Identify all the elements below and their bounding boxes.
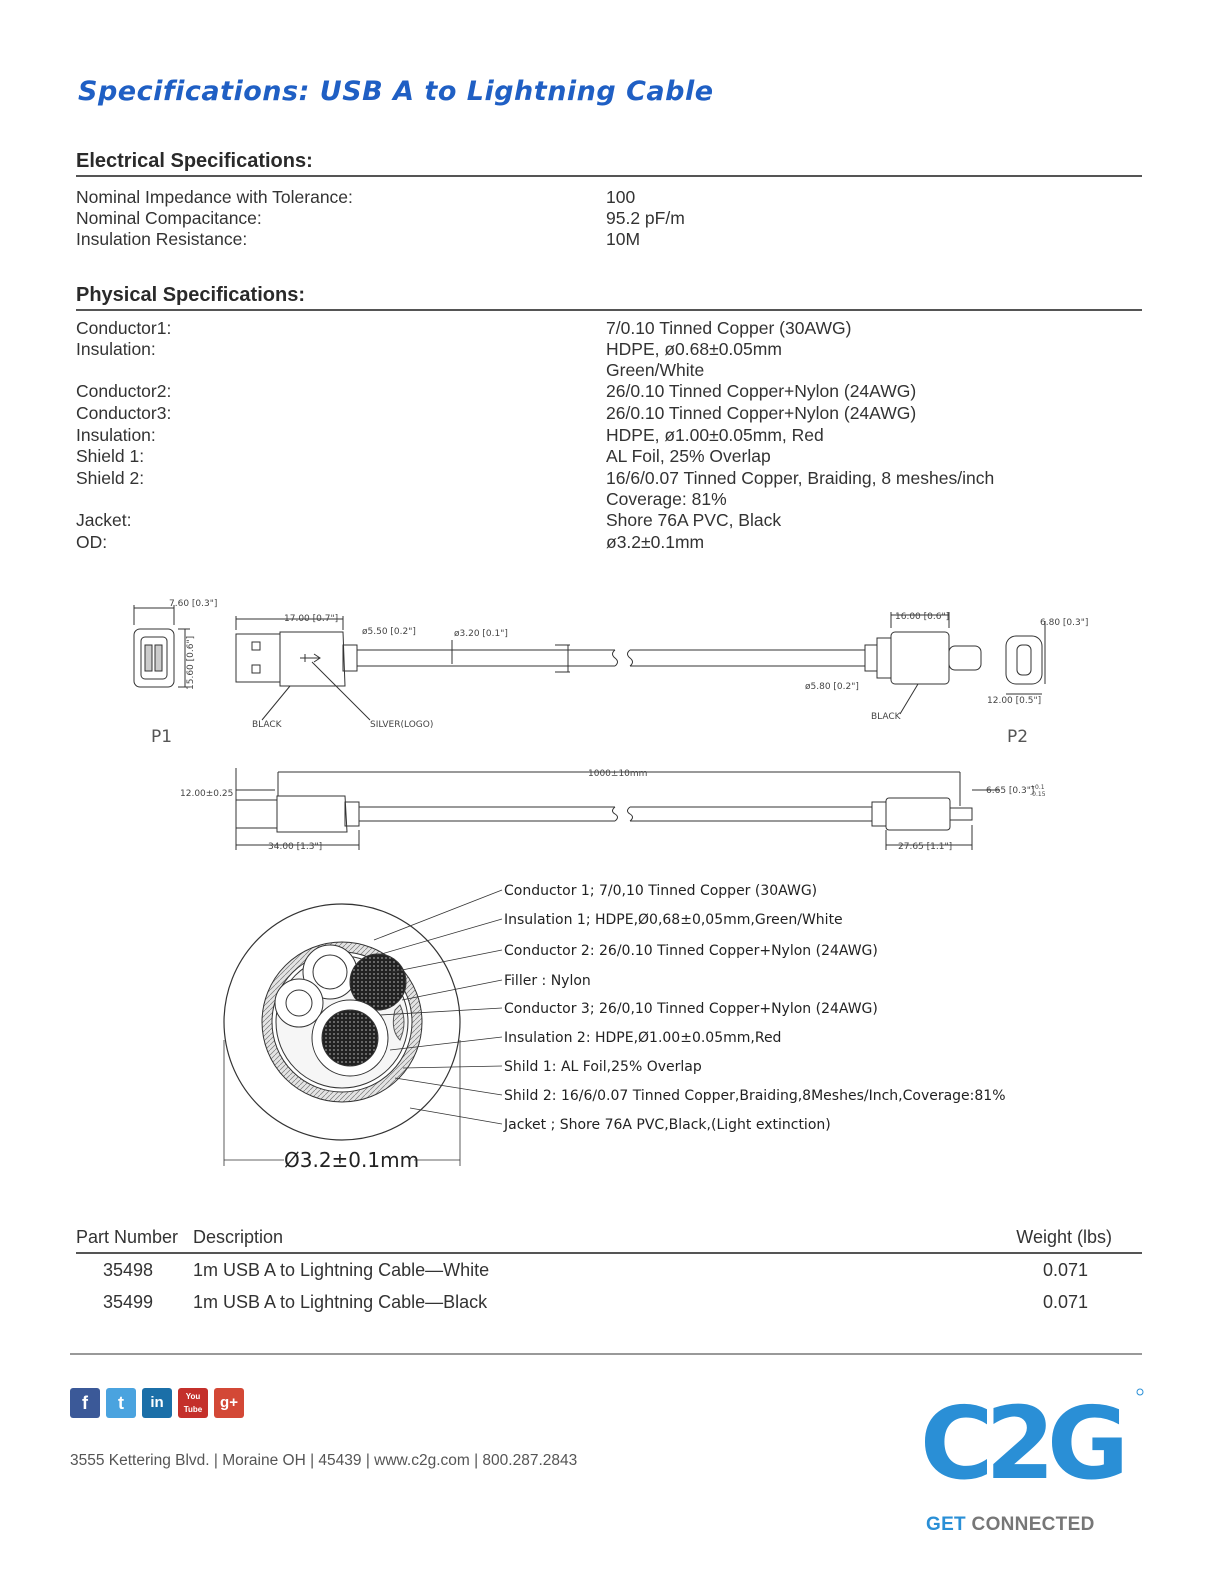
label-p1: P1 bbox=[151, 727, 173, 747]
spec-label: Shield 1: bbox=[76, 446, 145, 466]
company-address: 3555 Kettering Blvd. | Moraine OH | 45439 | www.c2g.com | 800.287.2843 bbox=[70, 1452, 578, 1469]
physical-row bbox=[76, 489, 1142, 510]
dim-plug-tol-plus: +0.1 bbox=[1030, 784, 1045, 791]
physical-row bbox=[76, 532, 1142, 553]
physical-row bbox=[76, 468, 1142, 489]
spec-label: Conductor1: bbox=[76, 318, 172, 338]
spec-label: Insulation: bbox=[76, 425, 156, 445]
part-weight: 0.071 bbox=[1042, 1260, 1088, 1280]
part-number: 35498 bbox=[103, 1260, 154, 1280]
spec-label: Nominal Impedance with Tolerance: bbox=[76, 187, 353, 207]
label-black-2: BLACK bbox=[871, 712, 901, 722]
spec-value: Green/White bbox=[606, 360, 705, 380]
callout-shield-2: Shild 2: 16/6/0.07 Tinned Copper,Braiding,8Meshes/Inch,Coverage:81% bbox=[504, 1088, 1006, 1104]
tagline-connected: CONNECTED bbox=[965, 1514, 1095, 1535]
spec-label: Insulation: bbox=[76, 339, 156, 359]
spec-value: 26/0.10 Tinned Copper+Nylon (24AWG) bbox=[606, 403, 917, 423]
callout-insulation-2: Insulation 2: HDPE,Ø1.00±0.05mm,Red bbox=[504, 1030, 782, 1046]
c2g-logo bbox=[920, 1384, 1144, 1510]
dim-plug-tip: 6.65 [0.3"] bbox=[986, 786, 1035, 796]
physical-heading: Physical Specifications: bbox=[76, 284, 1142, 311]
physical-row bbox=[76, 339, 1142, 360]
part-description: 1m USB A to Lightning Cable—White bbox=[193, 1260, 490, 1280]
p1-end-view bbox=[134, 629, 174, 687]
physical-row bbox=[76, 403, 1142, 424]
page-title: Specifications: USB A to Lightning Cable bbox=[78, 76, 714, 107]
part-number: 35499 bbox=[103, 1292, 154, 1312]
spec-value: 10M bbox=[606, 229, 641, 249]
spec-label: Shield 2: bbox=[76, 468, 145, 488]
callout-conductor-1: Conductor 1; 7/0,10 Tinned Copper (30AWG) bbox=[504, 883, 818, 899]
dim-end2-length: 27.65 [1.1"] bbox=[898, 842, 953, 852]
col-weight: Weight (lbs) bbox=[1016, 1227, 1112, 1247]
physical-row bbox=[76, 446, 1142, 467]
dim-cable-od: ø3.20 [0.1"] bbox=[454, 629, 508, 639]
dim-p2-width: 6.80 [0.3"] bbox=[1040, 618, 1089, 628]
part-weight: 0.071 bbox=[1042, 1292, 1088, 1312]
google-plus-icon[interactable]: g+ bbox=[214, 1388, 244, 1418]
spec-value: Shore 76A PVC, Black bbox=[606, 510, 782, 530]
spec-value: 100 bbox=[606, 187, 636, 207]
spec-value: Coverage: 81% bbox=[606, 489, 727, 509]
spec-label: Insulation Resistance: bbox=[76, 229, 248, 249]
callout-insulation-1: Insulation 1; HDPE,Ø0,68±0,05mm,Green/White bbox=[504, 912, 843, 928]
linkedin-icon[interactable]: in bbox=[142, 1388, 172, 1418]
part-description: 1m USB A to Lightning Cable—Black bbox=[193, 1292, 488, 1312]
callout-shield-1: Shild 1: AL Foil,25% Overlap bbox=[504, 1059, 702, 1075]
p2-end-view bbox=[1006, 636, 1042, 684]
physical-row bbox=[76, 381, 1142, 402]
callout-conductor-2: Conductor 2: 26/0.10 Tinned Copper+Nylon (24AWG) bbox=[504, 943, 878, 959]
callout-jacket: Jacket ; Shore 76A PVC,Black,(Light extinction) bbox=[504, 1117, 831, 1133]
lightning-connector bbox=[891, 632, 949, 684]
physical-row bbox=[76, 318, 1142, 339]
physical-row bbox=[76, 360, 1142, 381]
col-description: Description bbox=[193, 1227, 284, 1247]
physical-row bbox=[76, 510, 1142, 531]
physical-row bbox=[76, 425, 1142, 446]
footer-divider bbox=[70, 1353, 1142, 1355]
tagline bbox=[926, 1514, 1095, 1536]
electrical-heading: Electrical Specifications: bbox=[76, 150, 1142, 177]
spec-value: AL Foil, 25% Overlap bbox=[606, 446, 771, 466]
callout-conductor-3: Conductor 3; 26/0,10 Tinned Copper+Nylon (24AWG) bbox=[504, 1001, 878, 1017]
spec-label: Conductor3: bbox=[76, 403, 172, 423]
dim-strain2: ø5.80 [0.2"] bbox=[805, 682, 859, 692]
spec-label: Conductor2: bbox=[76, 381, 172, 401]
spec-value: ø3.2±0.1mm bbox=[606, 532, 705, 552]
spec-label: Jacket: bbox=[76, 510, 132, 530]
label-silver-logo: SILVER(LOGO) bbox=[370, 720, 434, 730]
part-table-header bbox=[76, 1226, 1142, 1254]
electrical-row bbox=[76, 208, 1142, 229]
dim-total-length: 1000±10mm bbox=[588, 769, 648, 779]
youtube-icon[interactable]: You Tube bbox=[178, 1388, 208, 1418]
dim-plug-tol-minus: -0.15 bbox=[1030, 791, 1046, 798]
facebook-icon[interactable]: f bbox=[70, 1388, 100, 1418]
dim-p2-height: 12.00 [0.5"] bbox=[987, 696, 1042, 706]
cable-technical-drawing bbox=[0, 590, 1224, 1190]
cross-section-diameter: Ø3.2±0.1mm bbox=[284, 1148, 420, 1172]
tagline-get: GET bbox=[926, 1514, 966, 1535]
spec-value: HDPE, ø0.68±0.05mm bbox=[606, 339, 782, 359]
spec-label: OD: bbox=[76, 532, 108, 552]
col-part-number: Part Number bbox=[76, 1227, 179, 1247]
electrical-row bbox=[76, 229, 1142, 250]
table-row bbox=[76, 1260, 1142, 1288]
c2g-logo-text: C2G bbox=[920, 1385, 1122, 1502]
electrical-row bbox=[76, 187, 1142, 208]
label-black-1: BLACK bbox=[252, 720, 282, 730]
spec-value: 7/0.10 Tinned Copper (30AWG) bbox=[606, 318, 852, 338]
spec-value: 26/0.10 Tinned Copper+Nylon (24AWG) bbox=[606, 381, 917, 401]
dim-p1-width: 7.60 [0.3"] bbox=[169, 599, 218, 609]
dim-p2-length: 16.00 [0.6"] bbox=[895, 612, 950, 622]
callout-filler: Filler : Nylon bbox=[504, 973, 591, 989]
table-row bbox=[76, 1292, 1142, 1320]
twitter-icon[interactable]: t bbox=[106, 1388, 136, 1418]
spec-value: 16/6/0.07 Tinned Copper, Braiding, 8 meshes/inch bbox=[606, 468, 995, 488]
spec-value: HDPE, ø1.00±0.05mm, Red bbox=[606, 425, 824, 445]
dim-usb-tip: 12.00±0.25 bbox=[180, 789, 234, 799]
dim-end1-length: 34.00 [1.3"] bbox=[268, 842, 323, 852]
usb-a-connector bbox=[236, 634, 280, 682]
dim-usb-length: 17.00 [0.7"] bbox=[284, 614, 339, 624]
dim-strain1: ø5.50 [0.2"] bbox=[362, 627, 416, 637]
dim-p1-height: 15.60 [0.6"] bbox=[186, 635, 196, 690]
spec-value: 95.2 pF/m bbox=[606, 208, 685, 228]
cable-cross-section bbox=[224, 904, 460, 1140]
label-p2: P2 bbox=[1007, 727, 1029, 747]
spec-label: Nominal Compacitance: bbox=[76, 208, 262, 228]
